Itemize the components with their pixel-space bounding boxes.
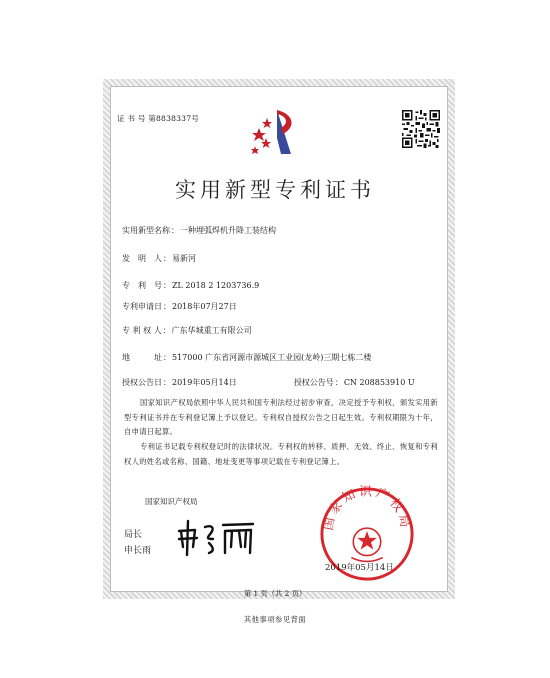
field-label: 专 利 权 人 [122, 326, 162, 335]
field-label: 地 址 [122, 353, 162, 362]
field-inventor: 发 明 人：易新河 [122, 254, 196, 263]
field-label: 发 明 人 [122, 254, 162, 263]
field-value: CN 208853910 U [343, 378, 415, 387]
field-patentee: 专 利 权 人：广东华城重工有限公司 [122, 326, 252, 335]
seal-text: 国家知识产权局 [321, 485, 413, 532]
grant-paragraph: 国家知识产权局依照中华人民共和国专利法经过初步审查，决定授予专利权，颁发实用新型专利证书并在专利登记簿上予以登记。专利权自授权公告之日起生效。专利权期限为十年，自申请日起算。 [124, 398, 438, 436]
page-indicator: 第 1 页（共 2 页） [243, 589, 307, 598]
legal-status-paragraph: 专利证书记载专利权登记时的法律状况。专利权的转移、质押、无效、终止、恢复和专利权人的姓名或名称、国籍、地址变更等事项记载在专利登记簿上。 [124, 442, 438, 466]
cnipa-logo-icon [247, 104, 309, 162]
qr-code-icon [402, 110, 440, 148]
field-utility-model-name: 实用新型名称：一种埋弧焊机升降工装结构 [122, 226, 276, 235]
field-patent-number: 专 利 号：ZL 2018 2 1203736.9 [122, 281, 260, 290]
field-value: ZL 2018 2 1203736.9 [172, 281, 260, 290]
field-label: 实用新型名称 [122, 226, 170, 235]
field-label: 专 利 号 [122, 281, 162, 290]
reverse-side-note: 其他事项参见背面 [243, 615, 307, 624]
certificate-title: 实用新型专利证书 [175, 178, 375, 202]
field-value: 2018年07月27日 [172, 302, 237, 311]
field-value: 一种埋弧焊机升降工装结构 [180, 226, 276, 235]
field-value: 广东华城重工有限公司 [171, 326, 252, 335]
issuing-authority: 国家知识产权局 [145, 497, 198, 506]
certificate-number: 证 书 号 第8838337号 [117, 114, 200, 123]
field-label: 授权公告号 [293, 378, 334, 387]
director-title: 局长 [124, 530, 143, 540]
svg-text:国家知识产权局 [321, 485, 413, 532]
field-value: 易新河 [172, 254, 196, 263]
director-signature-icon [175, 517, 257, 557]
field-grant-date: 授权公告日：2019年05月14日 授权公告号：CN 208853910 U [122, 378, 415, 387]
director-name: 申长雨 [124, 546, 152, 556]
field-address: 地 址：517000 广东省河源市源城区工业园(龙岭)三期七栋二楼 [122, 353, 372, 362]
field-label: 专利申请日 [122, 302, 162, 311]
seal-date: 2019年05月14日 [325, 563, 394, 573]
field-application-date: 专利申请日：2018年07月27日 [122, 302, 237, 311]
field-value: 2019年05月14日 [172, 378, 237, 387]
field-label: 授权公告日 [122, 378, 162, 387]
field-value: 517000 广东省河源市源城区工业园(龙岭)三期七栋二楼 [172, 353, 372, 362]
